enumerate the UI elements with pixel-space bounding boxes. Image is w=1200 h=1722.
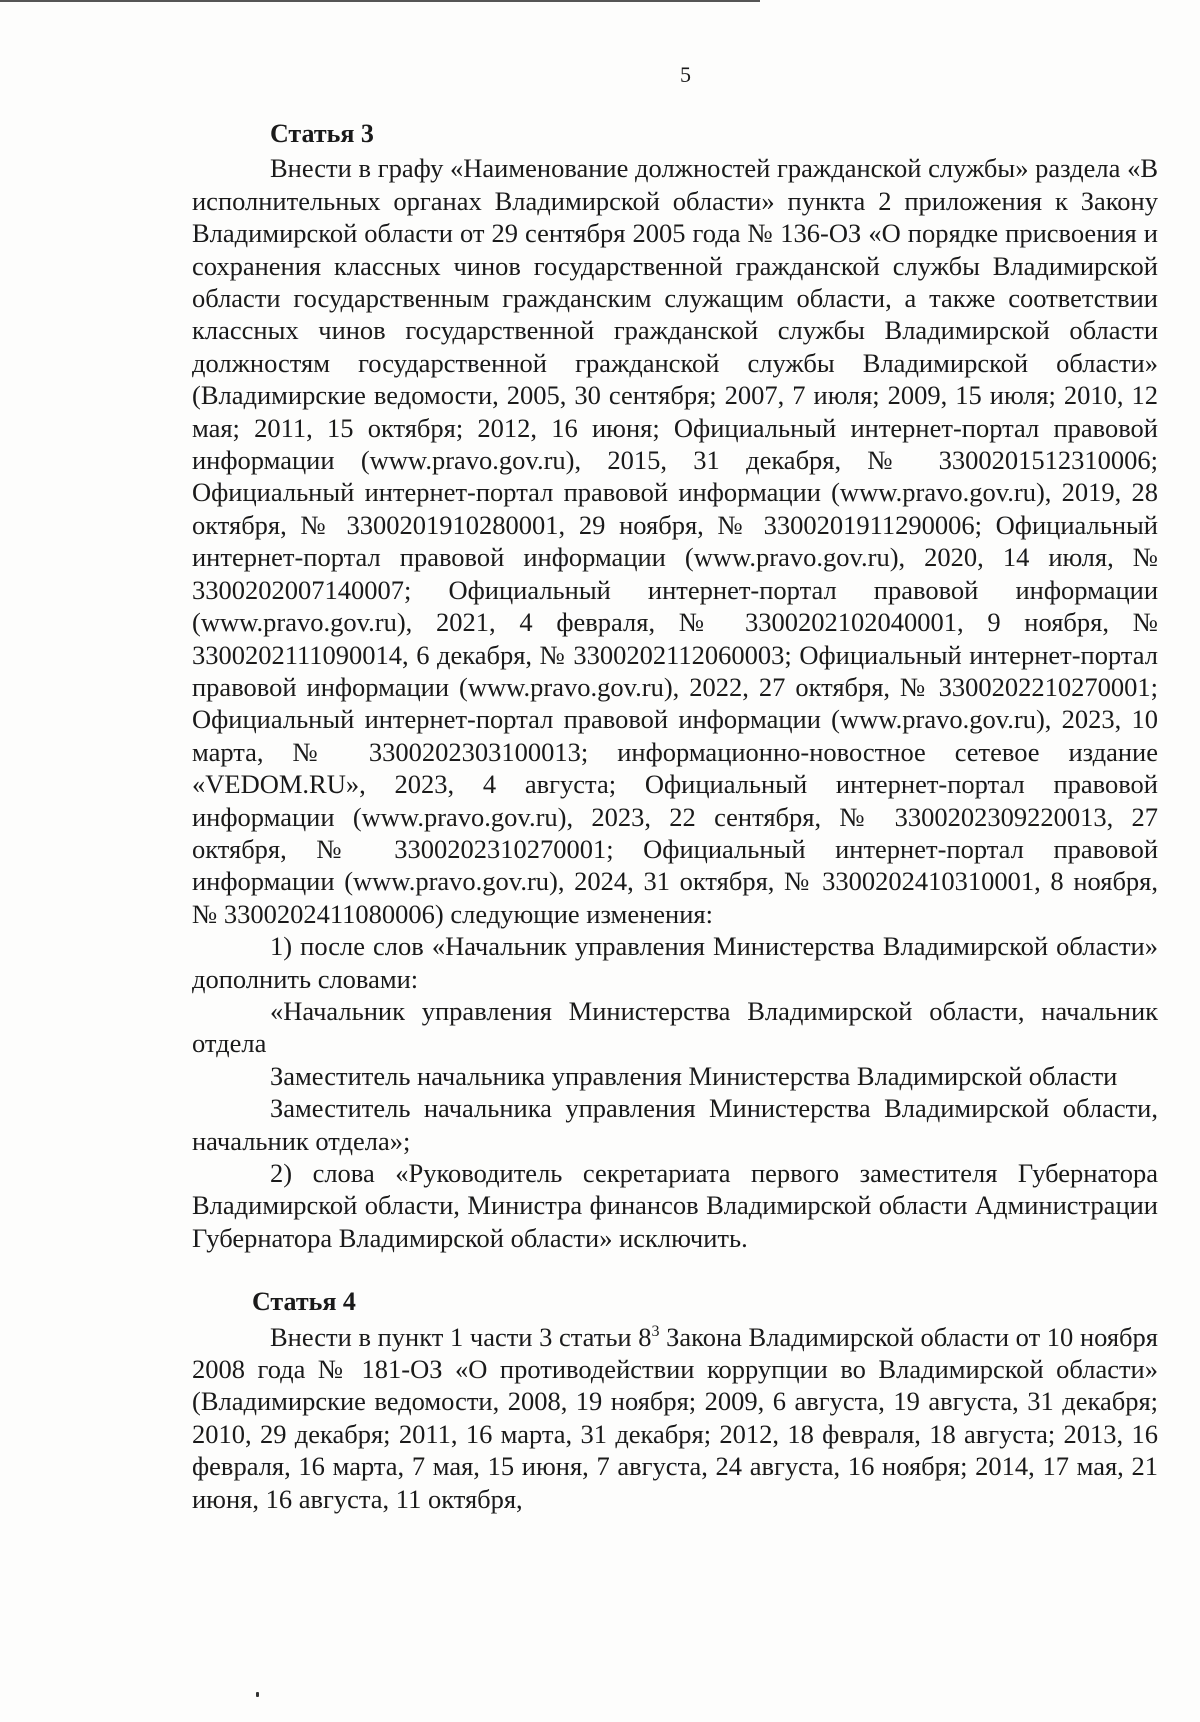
top-edge-line	[0, 0, 760, 2]
article-4	[192, 1286, 1158, 1515]
article-3-heading: Статья 3	[270, 119, 374, 148]
article-3-quote-1: «Начальник управления Министерства Владимирской области, начальник отдела	[192, 995, 1158, 1059]
scan-speck	[256, 1692, 259, 1697]
document-body	[192, 118, 1158, 1515]
article-4-intro-start: Внести в пункт 1 части 3 статьи 8	[270, 1321, 652, 1352]
article-4-intro	[192, 1321, 1158, 1515]
article-3-item-2: 2) слова «Руководитель секретариата первого заместителя Губернатора Владимирской области, Министра финансов Владимирской области Администрации Губернатора Владимирской области» исключить.	[192, 1158, 1158, 1253]
page-number: 5	[680, 62, 691, 87]
article-4-intro-rest: Закона Владимирской области от 10 ноября 2008 года № 181-ОЗ «О противодействии коррупции во Владимирской области» (Владимирские ведомости, 2008, 19 ноября; 2009, 6 августа, 19 августа, 31 декабря; 2010, 29 декабря; 2011, 16 марта, 31 декабря; 2012, 18 февраля, 18 августа; 2013, 16 февраля, 16 марта, 7 мая, 15 июня, 7 августа, 24 августа, 16 ноября; 2014, 17 мая, 21 июня, 16 августа, 11 октября,	[192, 1321, 1158, 1514]
article-3-intro: Внести в графу «Наименование должностей гражданской службы» раздела «В исполнительных органах Владимирской области» пункта 2 приложения к Закону Владимирской области от 29 сентября 2005 года № 136-ОЗ «О порядке присвоения и сохранения классных чинов государственной гражданской службы Владимирской области государственным гражданским служащим области, а также соответствии классных чинов государственной гражданской службы Владимирской области должностям государственной гражданской службы Владимирской области» (Владимирские ведомости, 2005, 30 сентября; 2007, 7 июля; 2009, 15 июля; 2010, 12 мая; 2011, 15 октября; 2012, 16 июня; Официальный интернет-портал правовой информации (www.pravo.gov.ru), 2015, 31 декабря, № 3300201512310006; Официальный интернет-портал правовой информации (www.pravo.gov.ru), 2019, 28 октября, № 3300201910280001, 29 ноября, № 3300201911290006; Официальный интернет-портал правовой информации (www.pravo.gov.ru), 2020, 14 июля, № 3300202007140007; Официальный интернет-портал правовой информации (www.pravo.gov.ru), 2021, 4 февраля, № 3300202102040001, 9 ноября, № 3300202111090014, 6 декабря, № 3300202112060003; Официальный интернет-портал правовой информации (www.pravo.gov.ru), 2022, 27 октября, № 3300202210270001; Официальный интернет-портал правовой информации (www.pravo.gov.ru), 2023, 10 марта, № 3300202303100013; информационно-новостное сетевое издание «VEDOM.RU», 2023, 4 августа; Официальный интернет-портал правовой информации (www.pravo.gov.ru), 2023, 22 сентября, № 3300202309220013, 27 октября, № 3300202310270001; Официальный интернет-портал правовой информации (www.pravo.gov.ru), 2024, 31 октября, № 3300202410310001, 8 ноября, № 3300202411080006) следующие изменения:	[192, 153, 1158, 929]
article-4-heading: Статья 4	[252, 1287, 356, 1317]
article-3	[192, 118, 1158, 1254]
article-number-superscript: 3	[651, 1322, 660, 1340]
article-3-quote-2: Заместитель начальника управления Министерства Владимирской области	[270, 1060, 1118, 1091]
article-3-item-1: 1) после слов «Начальник управления Министерства Владимирской области» дополнить словами:	[192, 931, 1158, 994]
article-3-quote-3: Заместитель начальника управления Министерства Владимирской области, начальник отдела»;	[192, 1093, 1158, 1156]
